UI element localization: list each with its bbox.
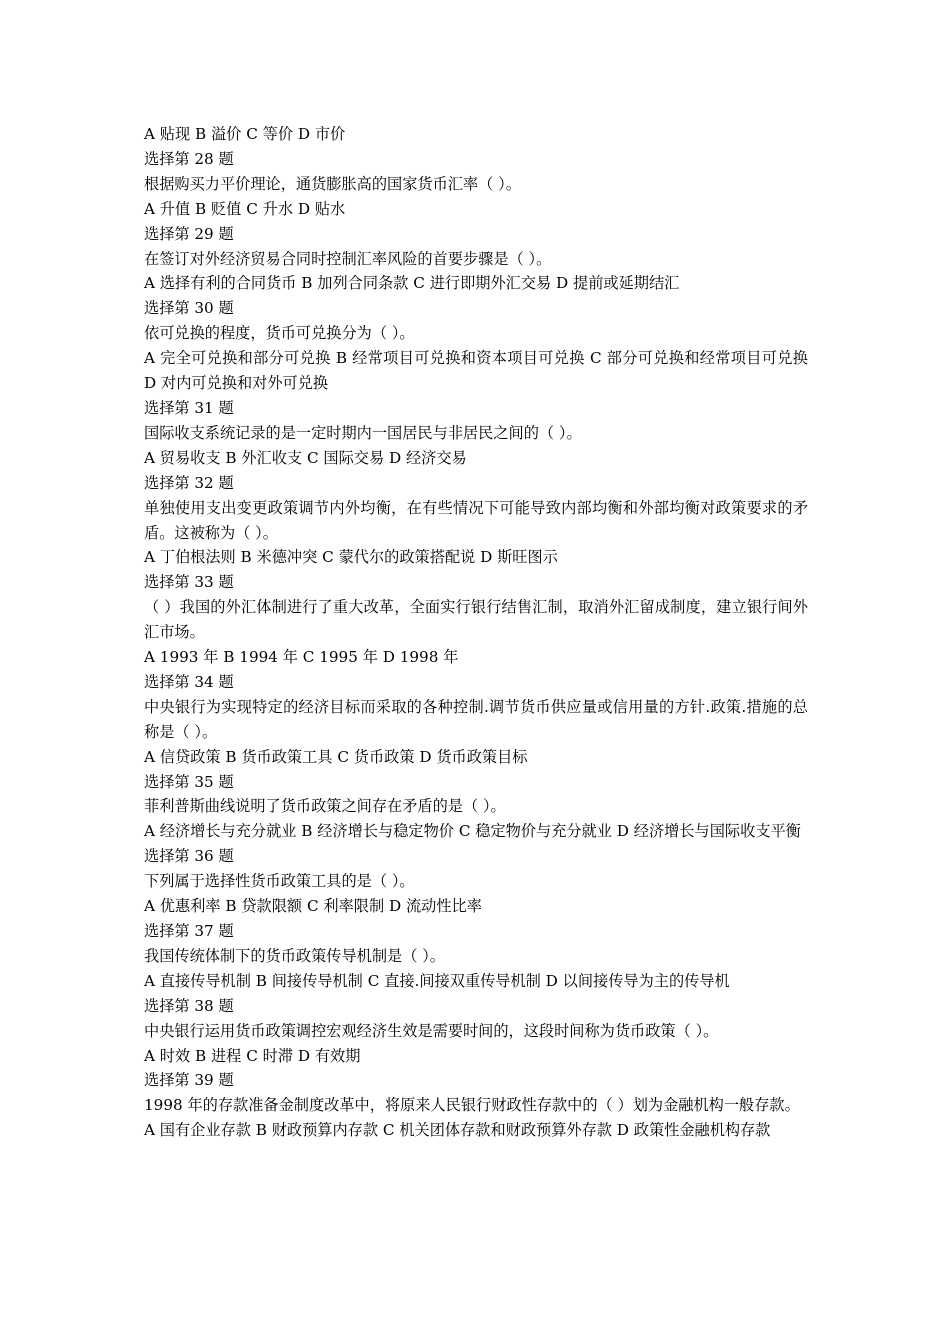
question-text: 依可兑换的程度，货币可兑换分为（ ）。 [144,324,415,343]
answer-options: A 丁伯根法则 B 米德冲突 C 蒙代尔的政策搭配说 D 斯旺图示 [144,548,558,567]
answer-options: A 1993 年 B 1994 年 C 1995 年 D 1998 年 [144,648,459,667]
question-heading: 选择第 31 题 [144,398,234,417]
question-text: 1998 年的存款准备金制度改革中，将原来人民银行财政性存款中的（ ）划为金融机构一般存款。 [144,1096,800,1115]
question-text: 中央银行为实现特定的经济目标而采取的各种控制.调节货币供应量或信用量的方针.政策.措施的总称是（ ）。 [144,697,808,741]
question-heading: 选择第 35 题 [144,772,234,791]
question-text: 国际收支系统记录的是一定时期内一国居民与非居民之间的（ ）。 [144,423,582,442]
question-text: 单独使用支出变更政策调节内外均衡，在有些情况下可能导致内部均衡和外部均衡对政策要求的矛盾。这被称为（ ）。 [144,498,808,542]
question-text: 下列属于选择性货币政策工具的是（ ）。 [144,872,415,891]
question-text: 中央银行运用货币政策调控宏观经济生效是需要时间的，这段时间称为货币政策（ ）。 [144,1021,719,1040]
answer-options: A 升值 B 贬值 C 升水 D 贴水 [144,199,346,218]
question-heading: 选择第 29 题 [144,224,234,243]
question-heading: 选择第 30 题 [144,299,234,318]
answer-options: A 选择有利的合同货币 B 加列合同条款 C 进行即期外汇交易 D 提前或延期结汇 [144,274,680,293]
answer-options: A 完全可兑换和部分可兑换 B 经常项目可兑换和资本项目可兑换 C 部分可兑换和经常项目可兑换 D 对内可兑换和对外可兑换 [144,349,808,393]
question-heading: 选择第 37 题 [144,922,234,940]
answer-options: A 直接传导机制 B 间接传导机制 C 直接.间接双重传导机制 D 以间接传导为主的传导机 [144,971,730,990]
question-heading: 选择第 32 题 [144,473,234,492]
answer-options: A 经济增长与充分就业 B 经济增长与稳定物价 C 稳定物价与充分就业 D 经济增长与国际收支平衡 [144,822,801,841]
answer-options: A 国有企业存款 B 财政预算内存款 C 机关团体存款和财政预算外存款 D 政策性金融机构存款 [144,1121,771,1140]
question-heading: 选择第 28 题 [144,149,234,168]
answer-options: A 贴现 B 溢价 C 等价 D 市价 [144,125,346,143]
answer-options: A 贸易收支 B 外汇收支 C 国际交易 D 经济交易 [144,448,467,467]
question-text: 根据购买力平价理论，通货膨胀高的国家货币汇率（ ）。 [144,174,521,193]
answer-options: A 信贷政策 B 货币政策工具 C 货币政策 D 货币政策目标 [144,747,528,766]
question-text: 我国传统体制下的货币政策传导机制是（ ）。 [144,946,445,965]
question-text: 在签订对外经济贸易合同时控制汇率风险的首要步骤是（ ）。 [144,249,552,268]
question-heading: 选择第 33 题 [144,573,234,592]
question-text: 菲利普斯曲线说明了货币政策之间存在矛盾的是（ ）。 [144,797,506,816]
answer-options: A 时效 B 进程 C 时滞 D 有效期 [144,1046,361,1065]
question-heading: 选择第 34 题 [144,672,234,691]
question-heading: 选择第 39 题 [144,1071,234,1090]
answer-options: A 优惠利率 B 贷款限额 C 利率限制 D 流动性比率 [144,897,482,916]
question-heading: 选择第 36 题 [144,847,234,866]
question-text: （ ）我国的外汇体制进行了重大改革，全面实行银行结售汇制，取消外汇留成制度，建立银行间外汇市场。 [144,598,808,642]
question-heading: 选择第 38 题 [144,996,234,1015]
document-body [144,122,808,1143]
